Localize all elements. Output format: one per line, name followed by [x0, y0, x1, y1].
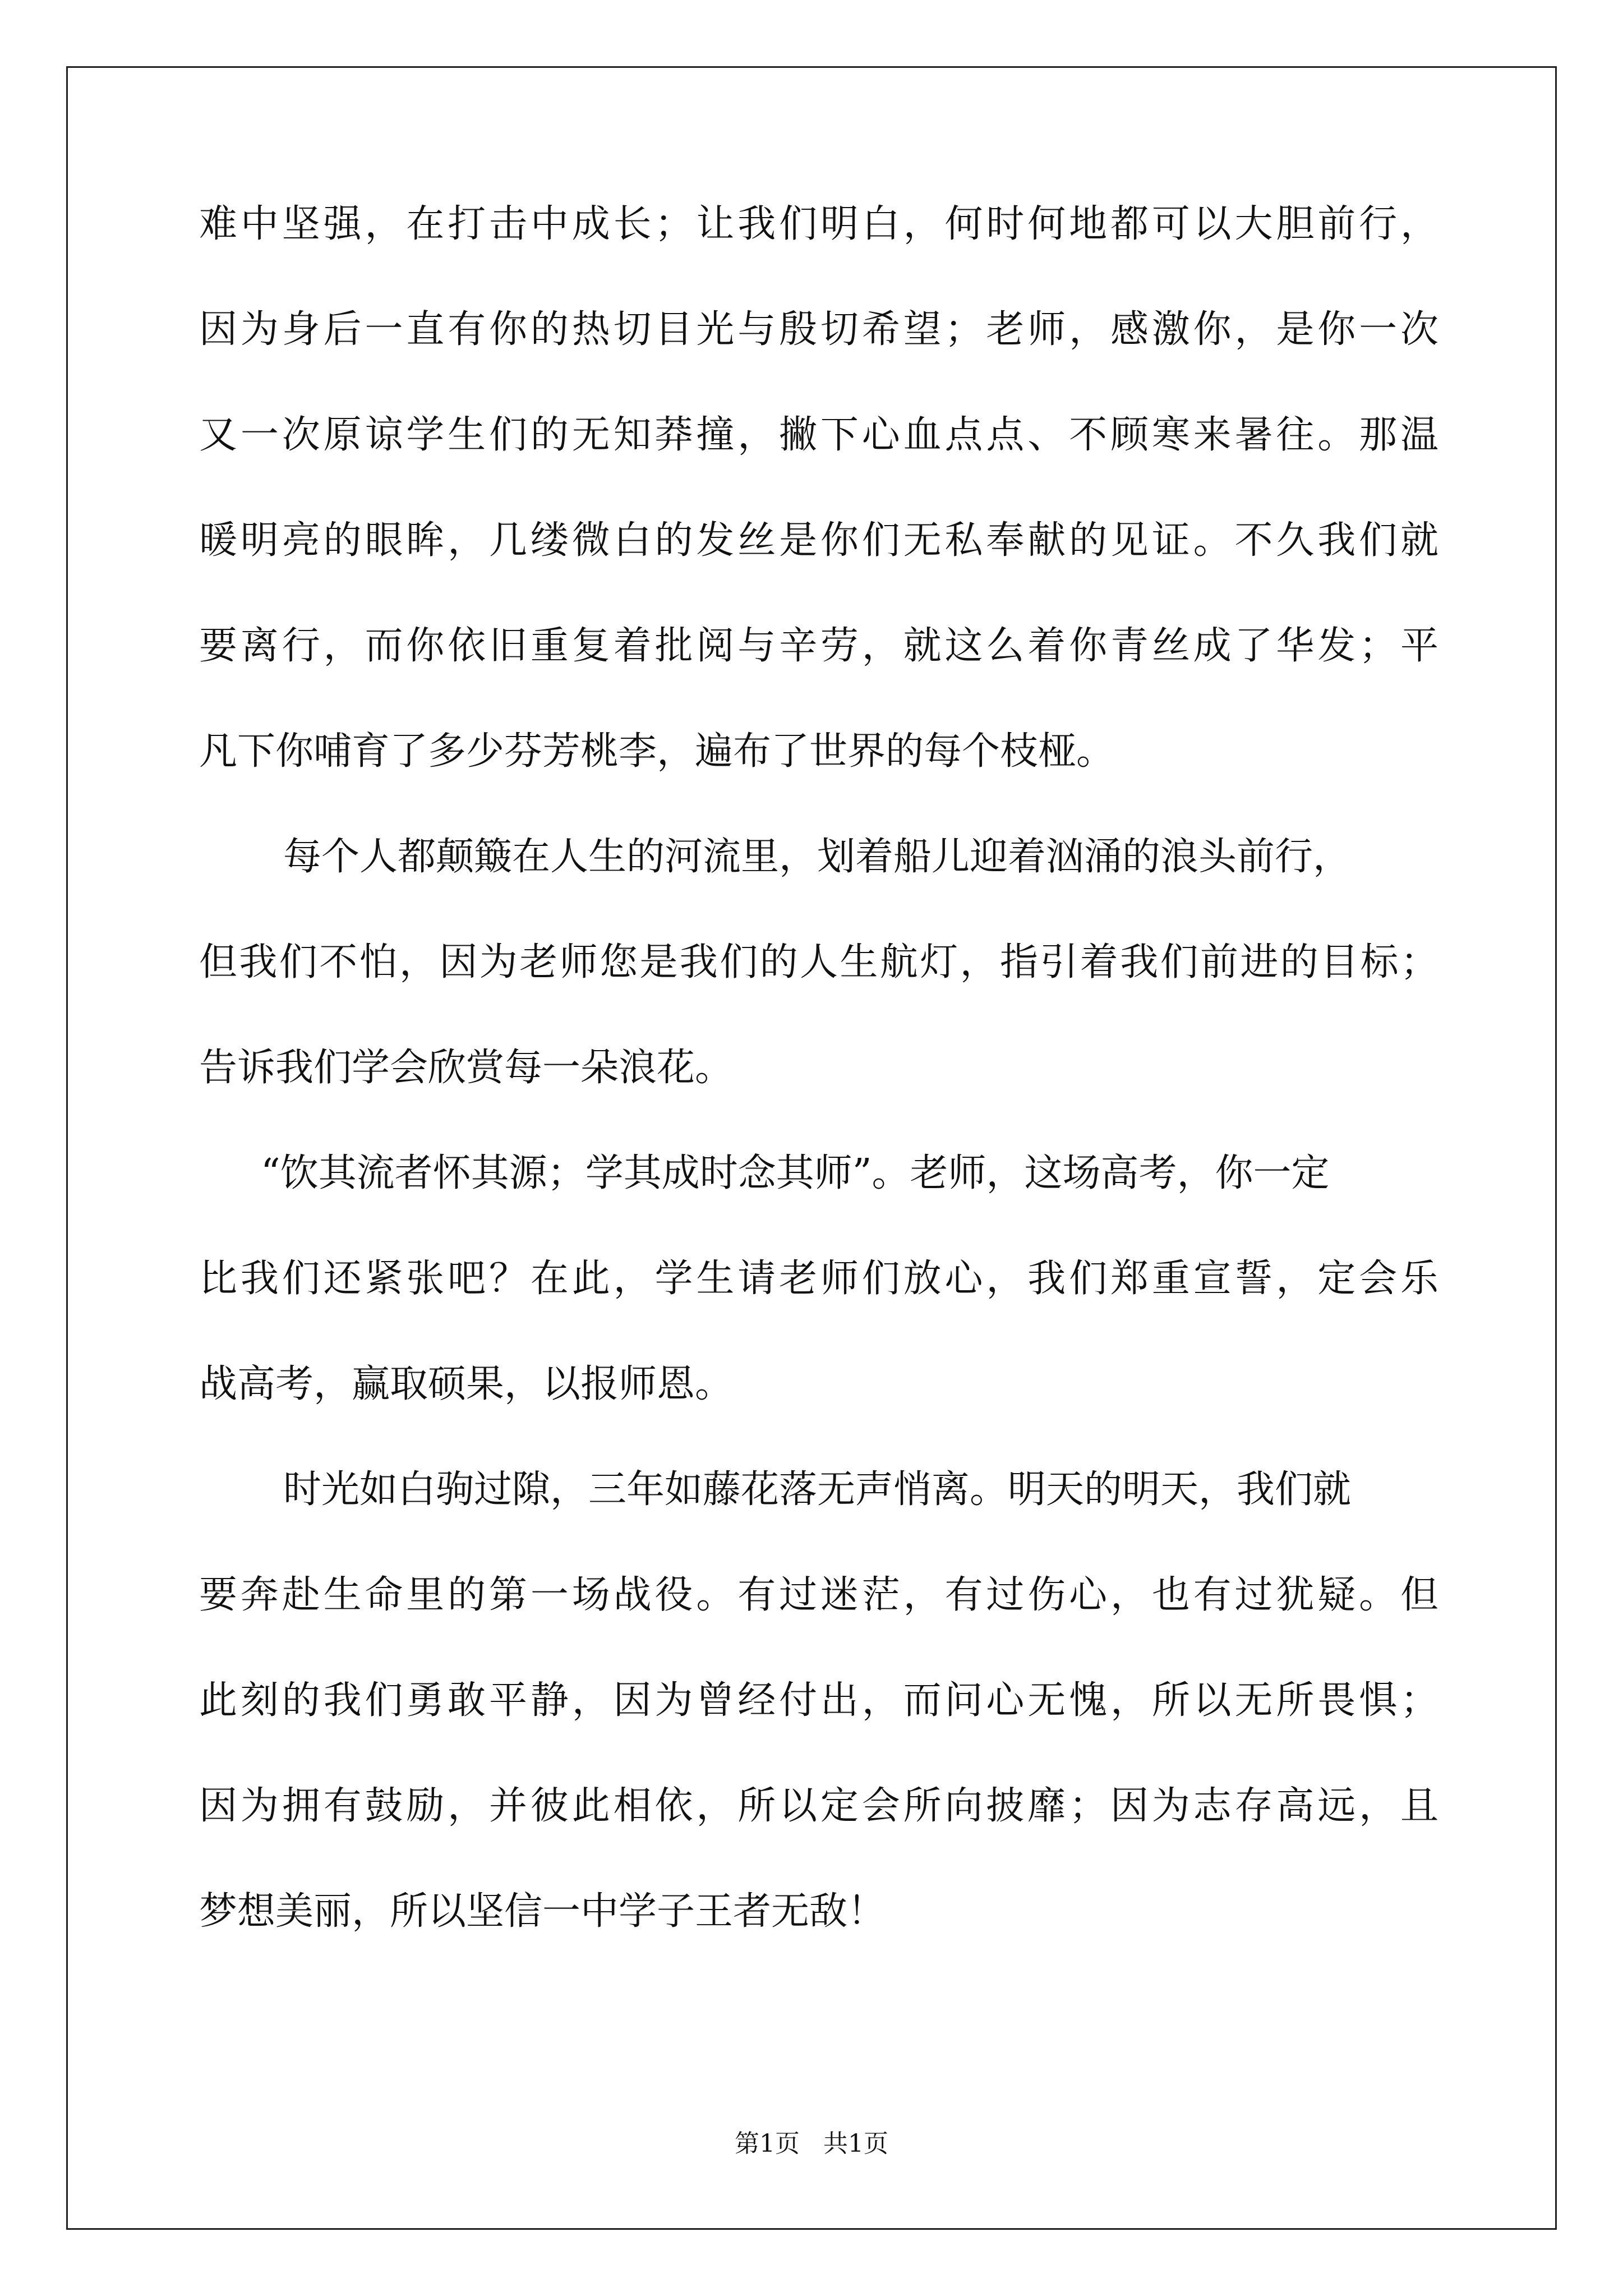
text-line: 难中坚强，在打击中成长；让我们明白，何时何地都可以大胆前行， — [199, 202, 1438, 246]
text-line: 因为身后一直有你的热切目光与殷切希望；老师，感激你，是你一次 — [199, 307, 1438, 352]
text-line: 要奔赴生命里的第一场战役。有过迷茫，有过伤心，也有过犹疑。但 — [199, 1573, 1438, 1617]
page-footer: 第1页 共1页 — [735, 2129, 888, 2158]
text-line: 凡下你哺育了多少芬芳桃李，遍布了世界的每个枝桠。 — [199, 729, 1115, 774]
text-line: 因为拥有鼓励，并彼此相依，所以定会所向披靡；因为志存高远，且 — [199, 1784, 1438, 1828]
text-line: 暖明亮的眼眸，几缕微白的发丝是你们无私奉献的见证。不久我们就 — [199, 518, 1438, 563]
text-line: 时光如白驹过隙，三年如藤花落无声悄离。明天的明天，我们就 — [283, 1467, 1352, 1512]
text-line: 又一次原谅学生们的无知莽撞，撇下心血点点、不顾寒来暑往。那温 — [199, 413, 1438, 457]
text-line: 此刻的我们勇敢平静，因为曾经付出，而问心无愧，所以无所畏惧； — [199, 1678, 1438, 1723]
text-line: 告诉我们学会欣赏每一朵浪花。 — [199, 1046, 734, 1090]
text-line: 战高考，赢取硕果，以报师恩。 — [199, 1362, 734, 1406]
text-line: 要离行，而你依旧重复着批阅与辛劳，就这么着你青丝成了华发；平 — [199, 624, 1438, 668]
text-line: 比我们还紧张吧？在此，学生请老师们放心，我们郑重宣誓，定会乐 — [199, 1257, 1438, 1301]
text-line: 但我们不怕，因为老师您是我们的人生航灯，指引着我们前进的目标； — [199, 940, 1438, 984]
text-line: 每个人都颠簸在人生的河流里，划着船儿迎着汹涌的浪头前行， — [283, 835, 1352, 879]
text-line: 梦想美丽，所以坚信一中学子王者无敌！ — [199, 1889, 886, 1934]
text-line: “饮其流者怀其源；学其成时念其师”。老师，这场高考，你一定 — [261, 1151, 1330, 1195]
